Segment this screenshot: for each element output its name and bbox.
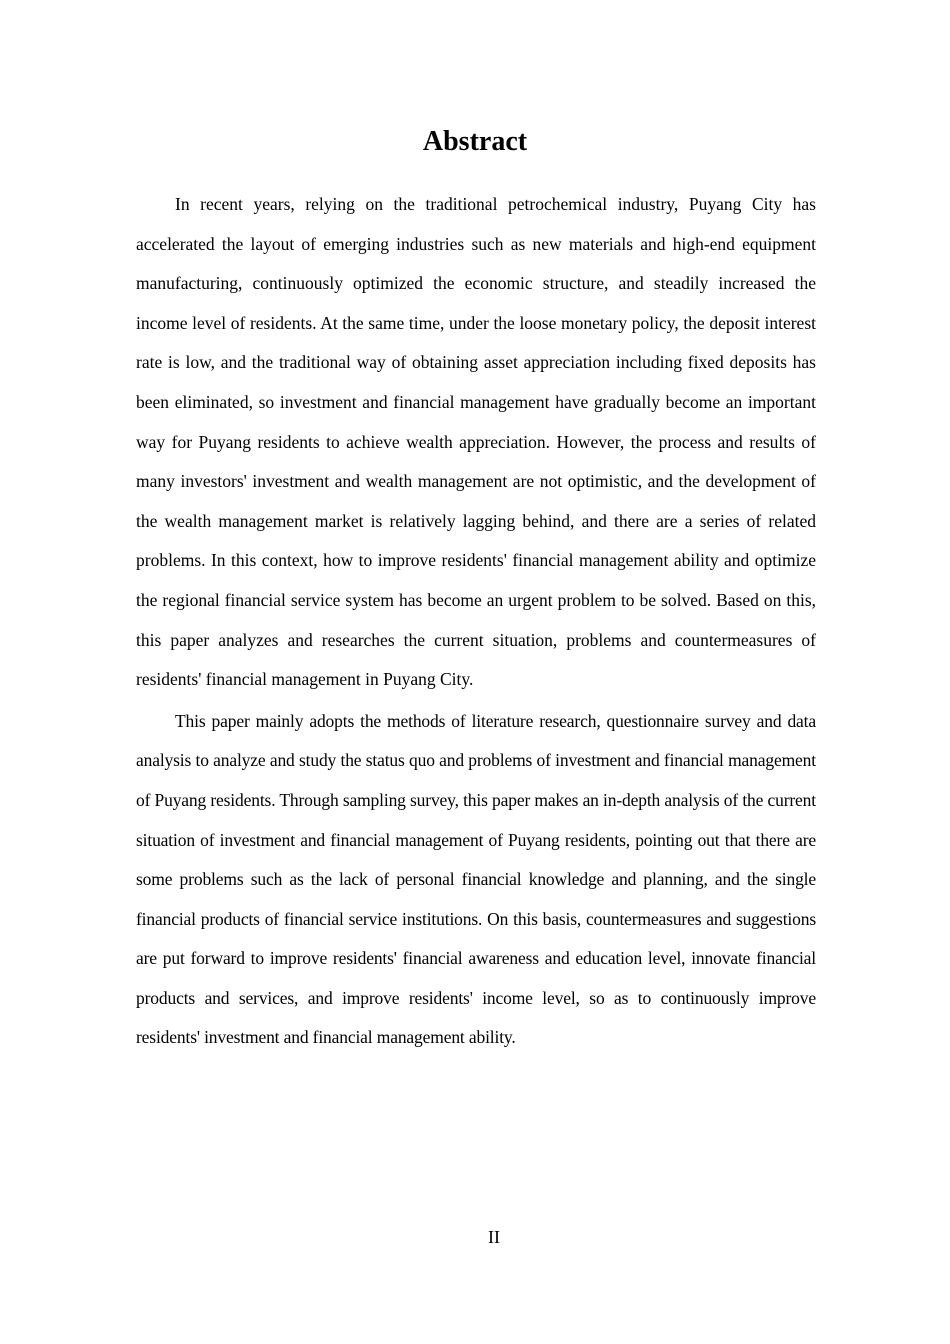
abstract-paragraph-1: In recent years, relying on the traditional petrochemical industry, Puyang City has accelerated the layout of emerging industries such as new materials and high-end equipment manufacturing, continuously optimized the economic structure, and steadily increased the income level of residents. At the same time, under the loose monetary policy, the deposit interest rate is low, and the traditional way of obtaining asset appreciation including fixed deposits has been eliminated, so investment and financial management have gradually become an important way for Puyang residents to achieve wealth appreciation. However, the process and results of many investors' investment and wealth management are not optimistic, and the development of the wealth management market is relatively lagging behind, and there are a series of related problems. In this context, how to improve residents' financial management ability and optimize the regional financial service system has become an urgent problem to be solved. Based on this, this paper analyzes and researches the current situation, problems and countermeasures of residents' financial management in Puyang City.: [136, 194, 816, 690]
page-title: Abstract: [422, 126, 528, 157]
abstract-body: [136, 185, 816, 1060]
abstract-paragraph-2: This paper mainly adopts the methods of literature research, questionnaire survey and data analysis to analyze and study the status quo and problems of investment and financial management of Puyang residents. Through sampling survey, this paper makes an in-depth analysis of the current situation of investment and financial management of Puyang residents, pointing out that there are some problems such as the lack of personal financial knowledge and planning, and the single financial products of financial service institutions. On this basis, countermeasures and suggestions are put forward to improve residents' financial awareness and education level, innovate financial products and services, and improve residents' income level, so as to continuously improve residents' investment and financial management ability.: [136, 710, 816, 1048]
page-number: II: [488, 1227, 500, 1247]
